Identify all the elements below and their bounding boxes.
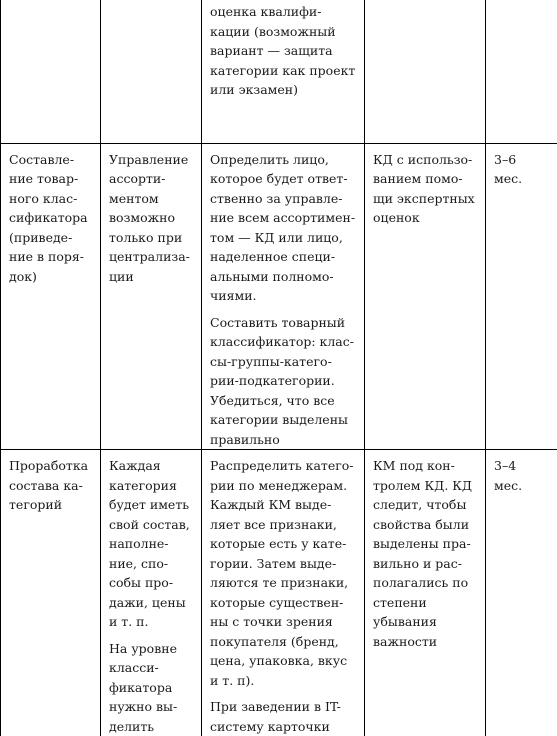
table-row: [1, 143, 557, 450]
stage-text: Составле- ние товар- ного клас- сификатора (приведе- ние в поря- док): [9, 150, 95, 287]
actions-text: оценка квалифи- кации (возможный вариант — защита категории как проект или экзамен): [210, 2, 359, 100]
duration-cell: [486, 0, 557, 143]
responsible-cell: [365, 450, 486, 736]
description-cell: [101, 0, 202, 143]
description-text: На уровне класси- фикатора нужно вы- делить: [109, 639, 196, 736]
stage-cell: [1, 0, 101, 143]
table-row: [1, 450, 557, 736]
actions-text: Определить лицо, которое будет ответ- ственно за управле- ние всем ассортимен- том — КД или лицо, наделенное специ- альными полномо- чиями.: [210, 150, 359, 306]
description-cell: [101, 450, 202, 736]
duration-cell: [486, 450, 557, 736]
actions-text: При заведении в IT- систему карточки: [210, 697, 359, 736]
description-text: Каждая категория будет иметь свой состав, наполне- ние, спо- собы про- дажи, цены и т. п.: [109, 456, 196, 632]
stage-text: Проработка состава ка- тегорий: [9, 456, 95, 515]
actions-cell: [202, 450, 365, 736]
stage-cell: [1, 143, 101, 450]
duration-cell: [486, 143, 557, 450]
responsible-text: КД с использо- ванием помо- щи экспертных оценок: [373, 150, 480, 228]
table-row: [1, 0, 557, 143]
responsible-cell: [365, 0, 486, 143]
description-cell: [101, 143, 202, 450]
stage-cell: [1, 450, 101, 736]
responsible-cell: [365, 143, 486, 450]
actions-text: Распределить катего- рии по менеджерам. Каждый КМ выде- ляет все признаки, которые есть у кате- гории. Затем выде- ляются те признаки, которые существен- ны с точки зрения покупателя (бренд, цена, упаковка, вкус и т. п).: [210, 456, 359, 690]
actions-cell: [202, 0, 365, 143]
actions-cell: [202, 143, 365, 450]
description-text: Управление ассорти- ментом возможно только при централиза- ции: [109, 150, 196, 287]
responsible-text: КМ под кон- тролем КД. КД следит, чтобы свойства были выделены пра- вильно и рас- полагались по степени убывания важности: [373, 456, 480, 651]
actions-text: Составить товарный классификатор: клас- сы-группы-катего- рии-подкатегории. Убедиться, что все категории выделены правильно: [210, 313, 359, 450]
duration-text: 3–6 мес.: [494, 150, 552, 189]
duration-text: 3–4 мес.: [494, 456, 552, 495]
